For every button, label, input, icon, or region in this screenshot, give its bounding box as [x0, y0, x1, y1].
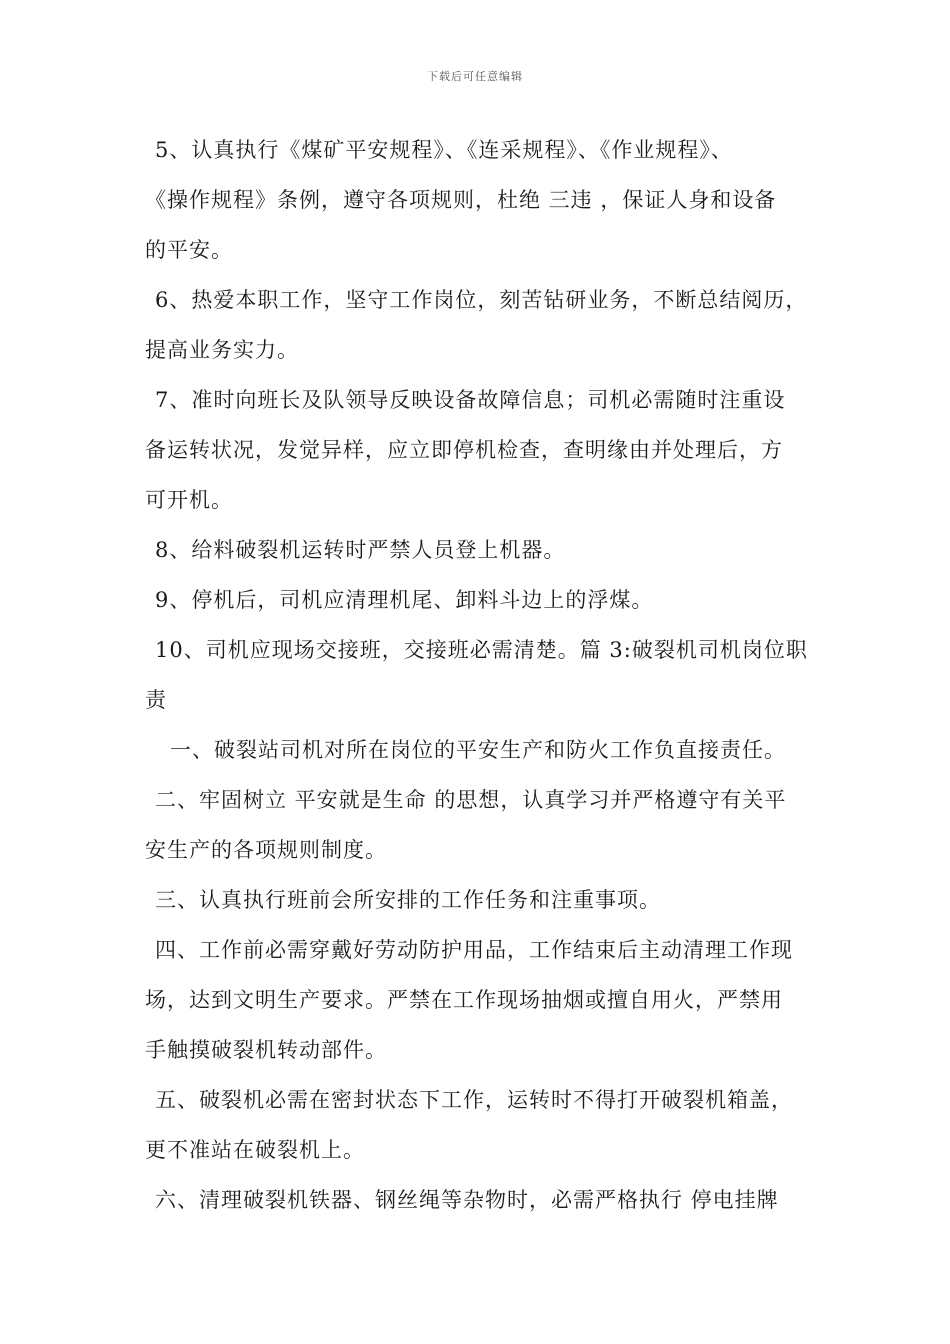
text-line: 10、司机应现场交接班，交接班必需清楚。篇 3:破裂机司机岗位职 — [155, 638, 808, 662]
text-line: 提高业务实力。 — [145, 338, 299, 362]
text-line: 5、认真执行《煤矿平安规程》、《连采规程》、《作业规程》、 — [155, 138, 733, 162]
text-line: 可开机。 — [145, 488, 233, 512]
text-line: 8、给料破裂机运转时严禁人员登上机器。 — [155, 538, 566, 562]
text-line: 三、认真执行班前会所安排的工作任务和注重事项。 — [155, 888, 661, 912]
page-header: 下载后可任意编辑 — [427, 70, 523, 83]
text-line: 四、工作前必需穿戴好劳动防护用品，工作结束后主动清理工作现 — [155, 938, 793, 962]
text-line: 《操作规程》条例，遵守各项规则，杜绝 三违 ，保证人身和设备 — [145, 188, 777, 212]
text-line: 的平安。 — [145, 238, 233, 262]
text-line: 一、破裂站司机对所在岗位的平安生产和防火工作负直接责任。 — [170, 738, 786, 762]
text-line: 更不准站在破裂机上。 — [145, 1138, 365, 1162]
text-line: 六、清理破裂机铁器、钢丝绳等杂物时，必需严格执行 停电挂牌 — [155, 1188, 779, 1212]
text-line: 二、牢固树立 平安就是生命 的思想，认真学习并严格遵守有关平 — [155, 788, 787, 812]
text-line: 手触摸破裂机转动部件。 — [145, 1038, 387, 1062]
text-line: 安生产的各项规则制度。 — [145, 838, 387, 862]
text-line: 五、破裂机必需在密封状态下工作，运转时不得打开破裂机箱盖， — [155, 1088, 793, 1112]
text-line: 6、热爱本职工作，坚守工作岗位，刻苦钻研业务，不断总结阅历， — [155, 288, 808, 312]
text-line: 9、停机后，司机应清理机尾、卸料斗边上的浮煤。 — [155, 588, 654, 612]
text-line: 7、准时向班长及队领导反映设备故障信息；司机必需随时注重设 — [155, 388, 786, 412]
text-line: 场，达到文明生产要求。严禁在工作现场抽烟或擅自用火，严禁用 — [145, 988, 783, 1012]
text-line: 备运转状况，发觉异样，应立即停机检查，查明缘由并处理后，方 — [145, 438, 783, 462]
text-line: 责 — [145, 688, 167, 712]
